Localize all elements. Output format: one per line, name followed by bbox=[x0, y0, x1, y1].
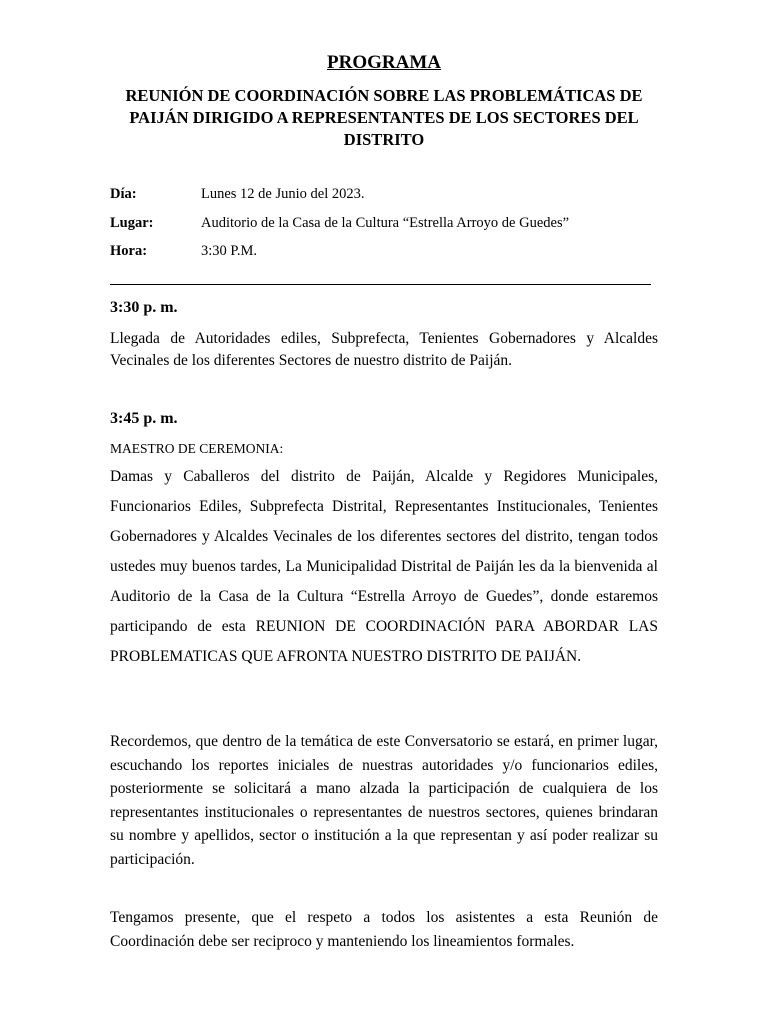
section-time-1: 3:30 p. m. bbox=[110, 299, 178, 316]
day-value: Lunes 12 de Junio del 2023. bbox=[201, 186, 365, 202]
master-of-ceremony-label: MAESTRO DE CEREMONIA: bbox=[110, 441, 284, 456]
paragraph-recordemos: Recordemos, que dentro de la temática de este Conversatorio se estará, en primer lugar, escuchando los reportes iniciales de nuestras autoridades y/o funcionarios ediles, posteriormente se solicitará a mano alzada la participación de cualquiera de los representantes institucionales o representantes de nuestros sectores, quienes brindaran su nombre y apellidos, sector o institución a la que representan y así poder realizar su participación. bbox=[110, 733, 658, 868]
time-value: 3:30 P.M. bbox=[201, 243, 258, 259]
paragraph-tengamos: Tengamos presente, que el respeto a todos los asistentes a esta Reunión de Coordinación debe ser reciproco y manteniendo los lineamientos formales. bbox=[110, 909, 658, 950]
section-time-2: 3:45 p. m. bbox=[110, 410, 178, 427]
time-label: Hora: bbox=[110, 243, 148, 259]
document-subtitle: REUNIÓN DE COORDINACIÓN SOBRE LAS PROBLEMÁTICAS DE PAIJÁN DIRIGIDO A REPRESENTANTES DE LOS SECTORES DEL DISTRITO bbox=[125, 86, 643, 149]
place-value: Auditorio de la Casa de la Cultura “Estrella Arroyo de Guedes” bbox=[201, 215, 570, 231]
document-title: PROGRAMA bbox=[327, 52, 441, 73]
day-label: Día: bbox=[110, 186, 137, 202]
section-text-1: Llegada de Autoridades ediles, Subprefecta, Tenientes Gobernadores y Alcaldes Vecinales de los diferentes Sectores de nuestro distrito de Paiján. bbox=[110, 330, 658, 369]
section-divider bbox=[110, 284, 651, 285]
section-text-2: Damas y Caballeros del distrito de Paiján, Alcalde y Regidores Municipales, Funcionarios Ediles, Subprefecta Distrital, Representantes Institucionales, Tenientes Gobernadores y Alcaldes Vecinales de los diferentes sectores del distrito, tengan todos ustedes muy buenos tardes, La Municipalidad Distrital de Paiján les da la bienvenida al Auditorio de la Casa de la Cultura “Estrella Arroyo de Guedes”, donde estaremos participando de esta REUNION DE COORDINACIÓN PARA ABORDAR LAS PROBLEMATICAS QUE AFRONTA NUESTRO DISTRITO DE PAIJÁN. bbox=[110, 468, 658, 665]
place-label: Lugar: bbox=[110, 215, 154, 231]
